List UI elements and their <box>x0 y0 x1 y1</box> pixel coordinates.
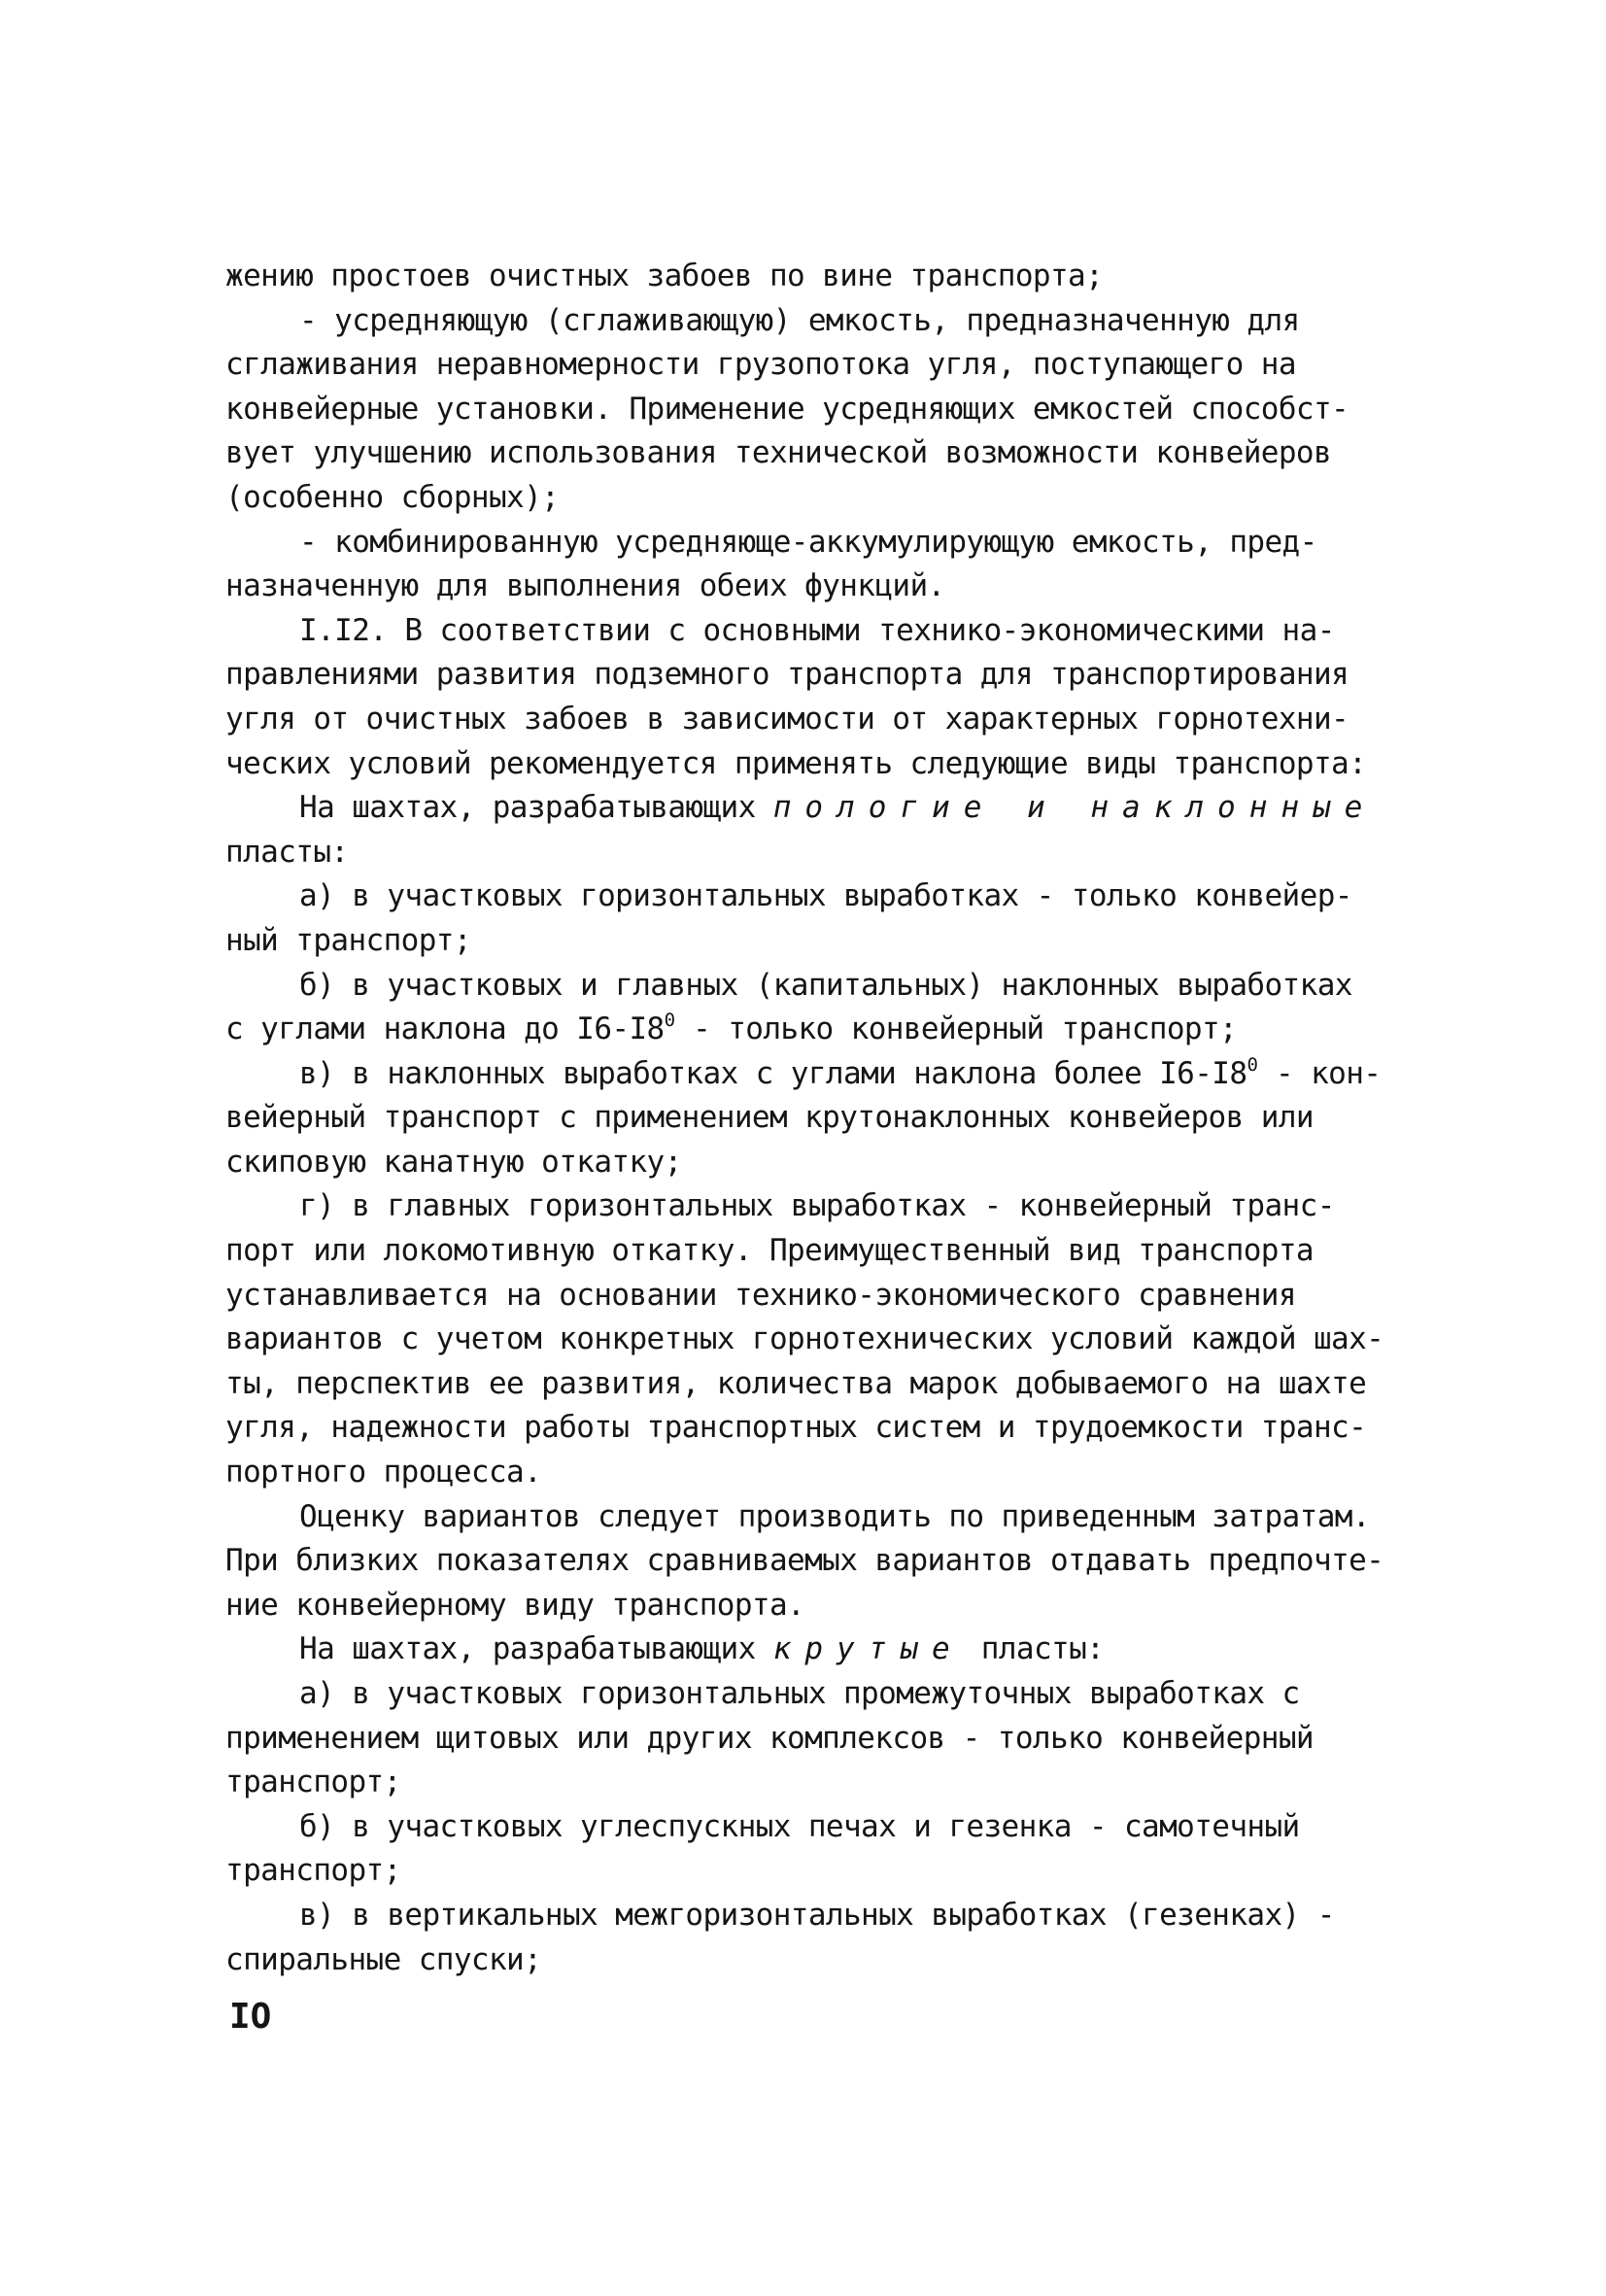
text-line: вариантов с учетом конкретных горнотехнических условий каждой шах- <box>225 1321 1384 1357</box>
text-line: ты, перспектив ее развития, количества марок добываемого на шахте <box>225 1365 1367 1401</box>
body-text <box>225 255 1440 1982</box>
list-item <box>225 1052 1440 1097</box>
text-line: порт или локомотивную откатку. Преимущественный вид транспорта <box>225 1233 1314 1269</box>
text-line: жению простоев очистных забоев по вине транспорта; <box>225 258 1104 293</box>
text-line: вует улучшению использования технической возможности конвейеров <box>225 435 1332 471</box>
text-line: скиповую канатную откатку; <box>225 1144 682 1180</box>
degree-superscript: 0 <box>1247 1053 1258 1076</box>
text-line: назначенную для выполнения обеих функций. <box>225 568 945 604</box>
text-line: спиральные спуски; <box>225 1941 542 1977</box>
text-line: конвейерные установки. Применение усредняющих емкостей способст- <box>225 391 1350 427</box>
page-number: IO <box>229 1997 272 2037</box>
text-line: сглаживания неравномерности грузопотока угля, поступающего на <box>225 347 1296 383</box>
text-line: ние конвейерному виду транспорта. <box>225 1587 805 1623</box>
emphasized-term: крутые <box>772 1631 964 1667</box>
list-item: б) в участковых и главных (капитальных) наклонных выработках <box>299 967 1352 1003</box>
section-heading-line: I.I2. В соответствии с основными технико-экономическими на- <box>299 612 1335 648</box>
text-run: с углами наклона до I6-I8 <box>225 1011 665 1047</box>
text-line <box>225 1628 1440 1672</box>
list-item: г) в главных горизонтальных выработках - конвейерный транс- <box>299 1188 1335 1224</box>
text-line: угля от очистных забоев в зависимости от характерных горнотехни- <box>225 701 1350 737</box>
text-run: На шахтах, разрабатывающих <box>299 1631 756 1667</box>
text-run: - только конвейерный транспорт; <box>675 1011 1238 1047</box>
text-line: - комбинированную усредняюще-аккумулирующую емкость, пред- <box>299 524 1317 560</box>
text-line: (особенно сборных); <box>225 479 560 515</box>
text-line: вейерный транспорт с применением крутонаклонных конвейеров или <box>225 1100 1314 1136</box>
text-run: пласты: <box>980 1631 1105 1667</box>
text-line: - усредняющую (сглаживающую) емкость, предназначенную для <box>299 302 1300 338</box>
text-line: устанавливается на основании технико-экономического сравнения <box>225 1277 1296 1313</box>
text-line: правлениями развития подземного транспорта для транспортирования <box>225 657 1350 693</box>
text-line: ный транспорт; <box>225 922 471 958</box>
text-line: пласты: <box>225 834 349 870</box>
text-line: При близких показателях сравниваемых вариантов отдавать предпочте- <box>225 1543 1384 1579</box>
text-run: На шахтах, разрабатывающих <box>299 790 756 826</box>
text-line <box>225 786 1440 831</box>
emphasized-term: пологие и наклонные <box>772 790 1377 826</box>
list-item: а) в участковых горизонтальных выработках - только конвейер- <box>299 878 1352 914</box>
list-item: в) в вертикальных межгоризонтальных выработках (гезенках) - <box>299 1897 1335 1933</box>
list-item: б) в участковых углеспускных печах и гезенка - самотечный <box>299 1808 1300 1844</box>
text-line: транспорт; <box>225 1853 401 1889</box>
text-line: транспорт; <box>225 1765 401 1800</box>
text-line <box>225 1008 1440 1052</box>
text-line: угля, надежности работы транспортных систем и трудоемкости транс- <box>225 1410 1367 1446</box>
text-line: портного процесса. <box>225 1455 542 1491</box>
degree-superscript: 0 <box>664 1010 676 1032</box>
list-item: а) в участковых горизонтальных промежуточных выработках с <box>299 1676 1300 1711</box>
text-run: - кон- <box>1257 1055 1382 1091</box>
text-run: в) в наклонных выработках с углами наклона более I6-I8 <box>299 1055 1247 1091</box>
text-line: ческих условий рекомендуется применять следующие виды транспорта: <box>225 745 1367 781</box>
text-line: применением щитовых или других комплексов - только конвейерный <box>225 1720 1314 1756</box>
text-line: Оценку вариантов следует производить по приведенным затратам. <box>299 1498 1370 1534</box>
